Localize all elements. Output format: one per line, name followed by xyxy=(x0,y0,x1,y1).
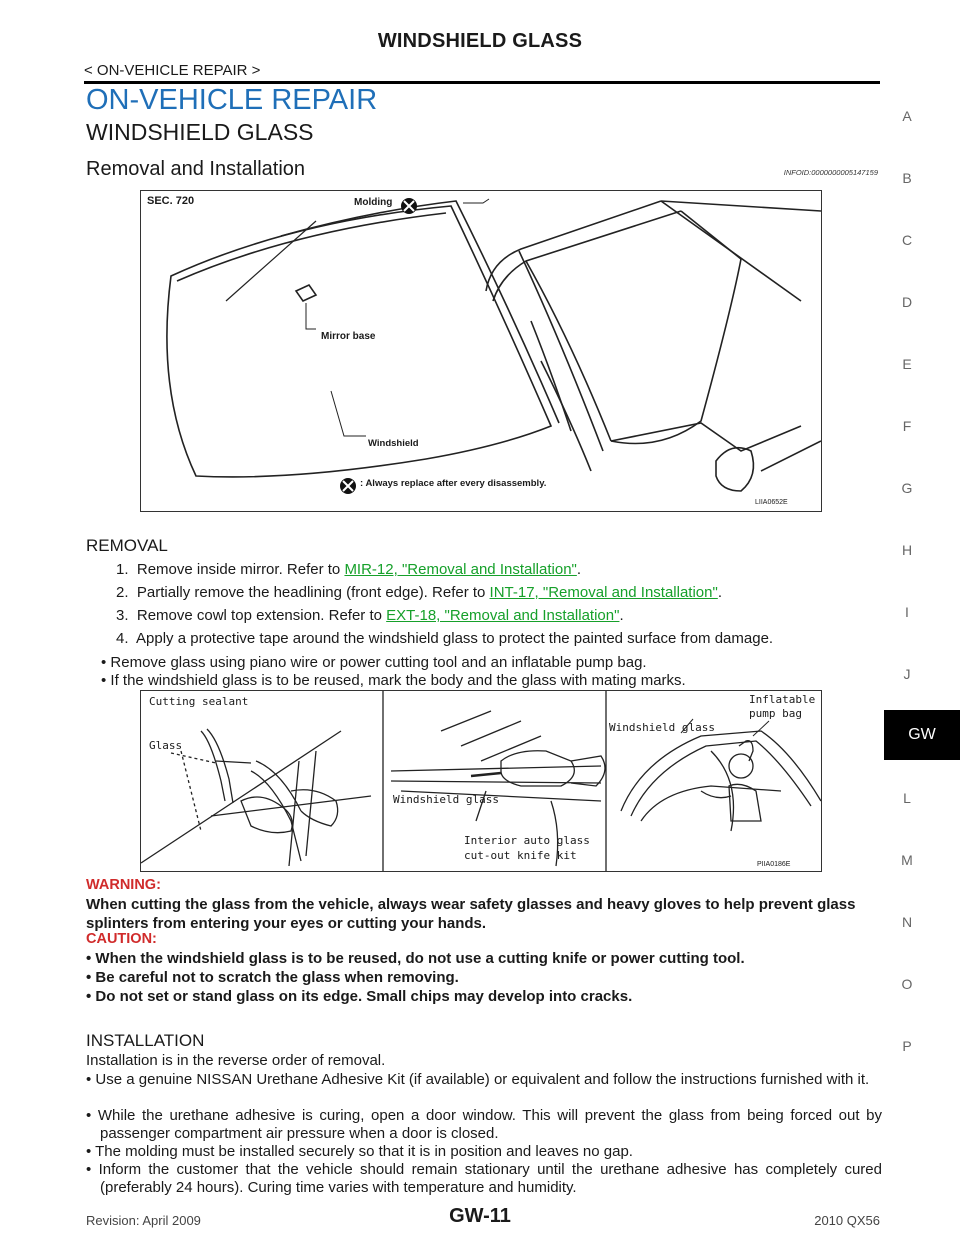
sidebar-letter-e[interactable]: E xyxy=(902,356,912,372)
caution-label: CAUTION: xyxy=(86,931,157,947)
page-number: GW-11 xyxy=(449,1205,511,1227)
installation-bullet: • The molding must be installed securely so that it is in position and leaves no gap. xyxy=(86,1143,633,1160)
ref-link-ext18[interactable]: EXT-18, "Removal and Installation" xyxy=(386,607,620,624)
windshield-glass-label-right: Windshield glass xyxy=(609,721,715,734)
step-number: 2. xyxy=(116,584,129,601)
breadcrumb: < ON-VEHICLE REPAIR > xyxy=(84,62,261,79)
sub-title: WINDSHIELD GLASS xyxy=(86,119,314,145)
step-end: . xyxy=(576,561,582,578)
sidebar-letter-b[interactable]: B xyxy=(902,170,912,186)
step-number: 4. xyxy=(116,630,129,647)
removal-bullet: • If the windshield glass is to be reused, mark the body and the glass with mating marks. xyxy=(101,672,686,689)
step-text: Partially remove the headlining (front edge). Refer to xyxy=(136,584,490,601)
step-text: Apply a protective tape around the windshield glass to protect the painted surface from damage. xyxy=(136,630,774,647)
sidebar-letter-g[interactable]: G xyxy=(901,480,913,496)
warning-text: When cutting the glass from the vehicle, always wear safety glasses and heavy gloves to help prevent glass splinters from entering your eyes or cutting your hands. xyxy=(86,896,856,932)
revision-date: Revision: April 2009 xyxy=(86,1213,201,1228)
removal-heading: REMOVAL xyxy=(86,536,168,555)
removal-step xyxy=(116,584,722,601)
step-end: . xyxy=(717,584,722,601)
sidebar-letter-a[interactable]: A xyxy=(902,108,912,124)
replace-part-icon xyxy=(401,198,417,214)
pump-bag-label-line2: pump bag xyxy=(749,707,802,720)
info-id: INFOID:0000000005147159 xyxy=(783,168,878,177)
knife-kit-label-line1: Interior auto glass xyxy=(464,834,590,847)
sidebar-letter-m[interactable]: M xyxy=(901,852,913,868)
caution-item: • When the windshield glass is to be reused, do not use a cutting knife or power cutting tool. xyxy=(86,950,745,967)
installation-heading: INSTALLATION xyxy=(86,1031,205,1050)
figure-section-label: SEC. 720 xyxy=(147,195,195,207)
step-number: 1. xyxy=(116,561,129,578)
sidebar-letter-p[interactable]: P xyxy=(902,1038,912,1054)
windshield-label: Windshield xyxy=(368,438,419,449)
installation-bullet: • Use a genuine NISSAN Urethane Adhesive Kit (if available) or equivalent and follow the instructions furnished with it. xyxy=(86,1071,870,1088)
sidebar-letter-n[interactable]: N xyxy=(901,914,913,930)
glass-label: Glass xyxy=(149,739,183,752)
removal-step xyxy=(116,630,773,647)
sidebar-letter-l[interactable]: L xyxy=(903,790,911,806)
sidebar-letter-d[interactable]: D xyxy=(901,294,913,310)
figure-code: LIIA0652E xyxy=(755,499,788,506)
sidebar-letter-i[interactable]: I xyxy=(905,604,909,620)
sidebar-letter-f[interactable]: F xyxy=(902,418,912,434)
installation-bullet: • While the urethane adhesive is curing, open a door window. This will prevent the glass from being forced out by passenger compartment air pressure when a door is closed. xyxy=(86,1107,882,1142)
windshield-diagram xyxy=(140,190,822,512)
caution-item: • Do not set or stand glass on its edge. Small chips may develop into cracks. xyxy=(86,988,633,1005)
replace-legend: : Always replace after every disassembly. xyxy=(360,478,547,489)
step-text: Remove inside mirror. Refer to xyxy=(136,561,345,578)
ref-link-int17[interactable]: INT-17, "Removal and Installation" xyxy=(489,584,718,601)
bullet-text: Remove glass using piano wire or power cutting tool and an inflatable pump bag. xyxy=(110,654,647,671)
topic-title: Removal and Installation xyxy=(86,158,306,180)
step-end: . xyxy=(619,607,624,624)
step-number: 3. xyxy=(116,607,129,624)
glass-removal-diagram xyxy=(140,690,822,872)
sidebar-letter-c[interactable]: C xyxy=(901,232,913,248)
removal-bullet: • Remove glass using piano wire or power cutting tool and an inflatable pump bag. xyxy=(101,654,647,671)
sidebar-letter-j[interactable]: J xyxy=(903,666,911,682)
installation-intro: Installation is in the reverse order of removal. xyxy=(86,1052,386,1069)
ref-link-mir12[interactable]: MIR-12, "Removal and Installation" xyxy=(344,561,577,578)
installation-bullet: • Inform the customer that the vehicle should remain stationary until the urethane adhesive has completely cured (preferably 24 hours). Curing time varies with temperature and humidity. xyxy=(86,1161,882,1196)
caution-item: • Be careful not to scratch the glass when removing. xyxy=(86,969,459,986)
removal-step xyxy=(116,561,581,578)
mirror-base-label: Mirror base xyxy=(321,331,376,342)
bullet-text: If the windshield glass is to be reused, mark the body and the glass with mating marks. xyxy=(110,672,686,689)
replace-part-icon xyxy=(340,478,356,494)
page-header-title: WINDSHIELD GLASS xyxy=(377,30,583,52)
step-text: Remove cowl top extension. Refer to xyxy=(136,607,387,624)
section-title: ON-VEHICLE REPAIR xyxy=(86,84,378,116)
cutting-sealant-label: Cutting sealant xyxy=(149,695,249,708)
windshield-glass-label: Windshield glass xyxy=(393,793,499,806)
vehicle-model: 2010 QX56 xyxy=(814,1213,880,1228)
removal-step xyxy=(116,607,624,624)
pump-bag-label-line1: Inflatable xyxy=(749,693,816,706)
sidebar-letter-h[interactable]: H xyxy=(901,542,913,558)
sidebar-letter-o[interactable]: O xyxy=(901,976,913,992)
warning-label: WARNING: xyxy=(86,877,161,893)
sidebar-tab-gw[interactable]: GW xyxy=(884,710,960,760)
knife-kit-label-line2: cut-out knife kit xyxy=(464,849,577,862)
figure-code: PIIA0186E xyxy=(757,861,791,868)
molding-label: Molding xyxy=(354,197,393,208)
